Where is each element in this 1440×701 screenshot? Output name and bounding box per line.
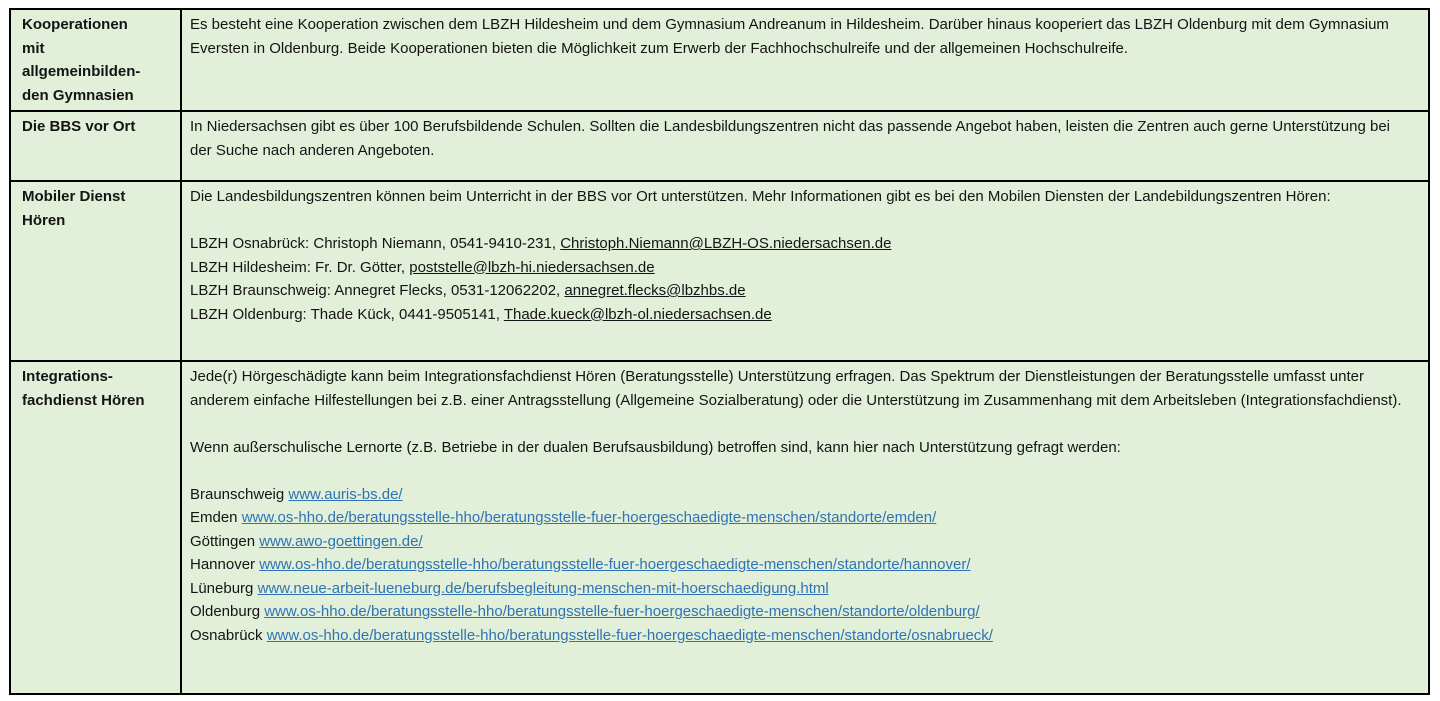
resource-line — [190, 506, 1414, 530]
info-table — [9, 8, 1430, 695]
city-label: Göttingen — [190, 532, 260, 550]
resource-line — [190, 483, 1414, 507]
paragraph: Es besteht eine Kooperation zwischen dem LBZH Hildesheim und dem Gymnasium Andreanum in Hildesheim. Darüber hinaus kooperiert das LBZH Oldenburg mit dem Gymnasium Eversten in Oldenburg. Beide Kooperationen bieten die Möglichkeit zum Erwerb der Fachhochschulreife und der allgemeinen Hochschulreife. — [190, 16, 1389, 57]
resource-line — [190, 624, 1414, 648]
paragraph: Die Landesbildungszentren können beim Unterricht in der BBS vor Ort unterstützen. Mehr Informationen gibt es bei den Mobilen Diensten der Landebildungszentren Hören: — [190, 188, 1331, 205]
url-link[interactable]: www.neue-arbeit-lueneburg.de/berufsbegleitung-menschen-mit-hoerschaedigung.html — [257, 579, 829, 597]
resource-line — [190, 553, 1414, 577]
contact-text: LBZH Braunschweig: Annegret Flecks, 0531-12062202, — [190, 282, 565, 299]
row-label-bbs-vor-ort — [10, 111, 181, 181]
url-link[interactable]: www.auris-bs.de/ — [288, 485, 403, 503]
contact-text: LBZH Oldenburg: Thade Kück, 0441-9505141, — [190, 305, 504, 323]
blank-line — [190, 412, 1414, 436]
row-content-mobiler-dienst — [181, 181, 1429, 361]
table-row-kooperationen — [10, 9, 1429, 111]
contact-line — [190, 256, 1414, 280]
contact-line — [190, 279, 1414, 303]
row-content-kooperationen — [181, 9, 1429, 111]
label-line: allgemeinbilden- — [22, 63, 141, 80]
label-line: mit — [22, 39, 45, 57]
city-label: Oldenburg — [190, 603, 265, 620]
label-line: fachdienst Hören — [22, 391, 145, 409]
paragraph: In Niedersachsen gibt es über 100 Berufsbildende Schulen. Sollten die Landesbildungszentren nicht das passende Angebot haben, leisten die Zentren auch gerne Unterstützung bei der Suche nach anderen Angeboten. — [190, 118, 1390, 159]
resource-line — [190, 577, 1414, 601]
email-link[interactable]: Christoph.Niemann@LBZH-OS.niedersachsen.de — [560, 235, 892, 252]
row-label-kooperationen — [10, 9, 181, 111]
table-row-bbs-vor-ort — [10, 111, 1429, 181]
label-line: den Gymnasien — [22, 86, 134, 104]
row-label-mobiler-dienst — [10, 181, 181, 361]
email-link[interactable]: poststelle@lbzh-hi.niedersachsen.de — [409, 258, 655, 276]
url-link[interactable]: www.awo-goettingen.de/ — [259, 532, 423, 550]
city-label: Braunschweig — [190, 485, 289, 503]
label-line: Die BBS vor Ort — [22, 118, 136, 135]
city-label: Emden — [190, 509, 242, 526]
label-line: Integrations- — [22, 368, 113, 385]
contact-line — [190, 232, 1414, 256]
email-link[interactable]: annegret.flecks@lbzhbs.de — [564, 282, 746, 299]
url-link[interactable]: www.os-hho.de/beratungsstelle-hho/beratungsstelle-fuer-hoergeschaedigte-menschen/standorte/osnabrueck/ — [266, 626, 993, 644]
resource-line — [190, 530, 1414, 554]
label-line: Kooperationen — [22, 16, 128, 33]
city-label: Osnabrück — [190, 626, 267, 644]
url-link[interactable]: www.os-hho.de/beratungsstelle-hho/beratungsstelle-fuer-hoergeschaedigte-menschen/standorte/emden/ — [241, 509, 937, 526]
city-label: Hannover — [190, 556, 260, 573]
paragraph: Jede(r) Hörgeschädigte kann beim Integrationsfachdienst Hören (Beratungsstelle) Unterstützung erfragen. Das Spektrum der Dienstleistungen der Beratungsstelle umfasst unter anderem einfache Hilfestellungen bei z.B. einer Antragsstellung (Allgemeine Sozialberatung) oder die Unterstützung im Zusammenhang mit dem Arbeitsleben (Integrationsfachdienst). — [190, 368, 1402, 409]
url-link[interactable]: www.os-hho.de/beratungsstelle-hho/beratungsstelle-fuer-hoergeschaedigte-menschen/standorte/hannover/ — [259, 556, 971, 573]
table-row-integrationsfachdienst — [10, 361, 1429, 694]
row-content-bbs-vor-ort — [181, 111, 1429, 181]
blank-line — [190, 209, 1414, 233]
city-label: Lüneburg — [190, 579, 258, 597]
row-label-integrationsfachdienst — [10, 361, 181, 694]
contact-line — [190, 303, 1414, 327]
email-link[interactable]: Thade.kueck@lbzh-ol.niedersachsen.de — [503, 305, 772, 323]
contact-text: LBZH Osnabrück: Christoph Niemann, 0541-9410-231, — [190, 235, 561, 252]
row-content-integrationsfachdienst — [181, 361, 1429, 694]
table-row-mobiler-dienst — [10, 181, 1429, 361]
url-link[interactable]: www.os-hho.de/beratungsstelle-hho/beratungsstelle-fuer-hoergeschaedigte-menschen/standorte/oldenburg/ — [264, 603, 980, 620]
blank-line — [190, 459, 1414, 483]
resource-line — [190, 600, 1414, 624]
label-line: Mobiler Dienst — [22, 188, 126, 205]
label-line: Hören — [22, 211, 66, 229]
paragraph: Wenn außerschulische Lernorte (z.B. Betriebe in der dualen Berufsausbildung) betroffen sind, kann hier nach Unterstützung gefragt werden: — [190, 438, 1121, 456]
contact-text: LBZH Hildesheim: Fr. Dr. Götter, — [190, 258, 410, 276]
